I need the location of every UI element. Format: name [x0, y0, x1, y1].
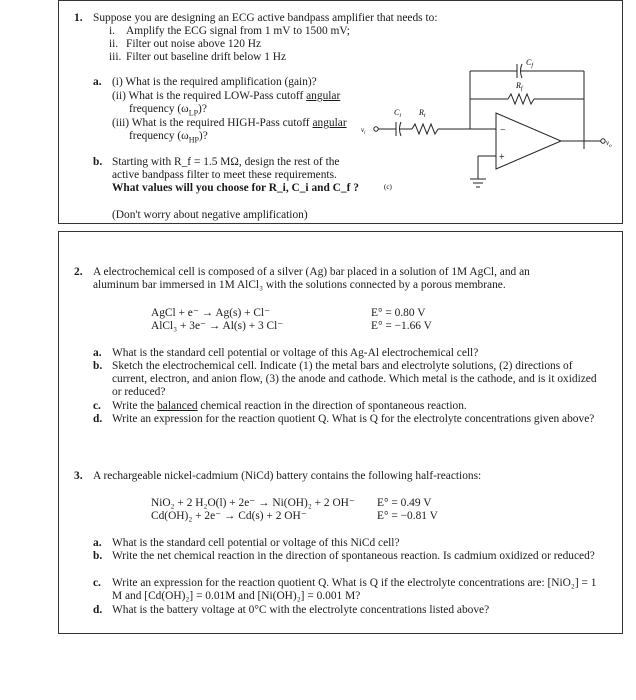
- q1-req-2-label: ii.: [109, 38, 119, 50]
- q1-req-1: Amplify the ECG signal from 1 mV to 1500 mV;: [126, 25, 350, 37]
- q1-intro: Suppose you are designing an ECG active bandpass amplifier that needs to:: [93, 12, 438, 24]
- q3-item-d-label: d.: [93, 604, 103, 616]
- vi-label: $v_i$: [361, 126, 366, 136]
- input-terminal: [374, 127, 378, 131]
- q3-item-a-label: a.: [93, 537, 102, 549]
- q3-item-c-label: c.: [93, 577, 101, 589]
- q2-intro-line2: aluminum bar immersed in 1M AlCl₃ with the solutions connected by a porous membrane.: [93, 279, 506, 291]
- q1-b-note: (Don't worry about negative amplification): [112, 209, 308, 221]
- q1-a-ii: (ii) What is the required LOW-Pass cutoff angular: [112, 90, 341, 102]
- ri-label: $R_i$: [419, 108, 426, 119]
- q2-intro-line1: A electrochemical cell is composed of a silver (Ag) bar placed in a solution of 1M AgCl, and an: [93, 266, 530, 278]
- q3-reaction-1: NiO₂ + 2 H₂O(l) + 2e⁻ → Ni(OH)₂ + 2 OH⁻: [151, 497, 355, 509]
- cf-label: $C_f$: [526, 58, 534, 69]
- q1-a-iii: (iii) What is the required HIGH-Pass cutoff angular: [112, 117, 347, 129]
- q2-reaction-1-potential: E° = 0.80 V: [371, 307, 426, 319]
- q3-item-d: What is the battery voltage at 0°C with the electrolyte concentrations listed above?: [112, 604, 490, 616]
- q3-item-a: What is the standard cell potential or voltage of this NiCd cell?: [112, 537, 400, 549]
- q1-b-line3: What values will you choose for R_i, C_i and C_f ?: [112, 182, 359, 194]
- question-1-box: [58, 0, 623, 224]
- ci-label: $C_i$: [394, 108, 402, 119]
- circuit-label-c: (c): [384, 183, 392, 191]
- q1-part-b-label: b.: [93, 156, 103, 168]
- q3-intro: A rechargeable nickel-cadmium (NiCd) battery contains the following half-reactions:: [93, 470, 482, 482]
- q2-item-c: Write the balanced chemical reaction in the direction of spontaneous reaction.: [112, 400, 467, 412]
- rf-resistor: [508, 94, 534, 104]
- q1-a-ii-cont: frequency $(\omega_{LP})$?: [129, 103, 207, 118]
- op-amp-triangle: [496, 113, 561, 169]
- q2-item-c-label: c.: [93, 400, 101, 412]
- q3-number: 3.: [74, 470, 83, 482]
- q1-req-2: Filter out noise above 120 Hz: [126, 38, 262, 50]
- q3-item-b: Write the net chemical reaction in the direction of spontaneous reaction. Is cadmium oxidized or reduced?: [112, 550, 595, 562]
- q1-number: 1.: [74, 12, 83, 24]
- q1-b-line1: Starting with R_f = 1.5 MΩ, design the rest of the: [112, 156, 340, 168]
- rf-label: $R_f$: [516, 81, 523, 92]
- q2-item-d: Write an expression for the reaction quotient Q. What is Q for the electrolyte concentrations given above?: [112, 413, 595, 425]
- q1-a-i: (i) What is the required amplification (gain)?: [112, 76, 317, 88]
- q3-reaction-1-potential: E° = 0.49 V: [377, 497, 432, 509]
- q1-a-iii-cont: frequency $(\omega_{HP})$?: [129, 130, 208, 145]
- q3-reaction-2: Cd(OH)₂ + 2e⁻ → Cd(s) + 2 OH⁻: [151, 510, 307, 522]
- q1-b-line2: active bandpass filter to meet these requirements.: [112, 169, 337, 181]
- ri-resistor: [412, 124, 438, 134]
- questions-2-3-box: [58, 231, 623, 634]
- inverting-input-sign: −: [500, 125, 506, 136]
- output-terminal: [601, 139, 605, 143]
- q1-req-3: Filter out baseline drift below 1 Hz: [126, 51, 287, 63]
- q2-item-b: Sketch the electrochemical cell. Indicate (1) the metal bars and electrolyte solutions, (2) directions of current, electron, and anion flow, (3) the anode and cathode. Which metal is the cathode, and is it oxidized or reduced?: [112, 360, 597, 398]
- q2-item-d-label: d.: [93, 413, 103, 425]
- noninverting-input-sign: +: [499, 152, 505, 163]
- q2-reaction-2-potential: E° = −1.66 V: [371, 320, 432, 332]
- q3-reaction-2-potential: E° = −0.81 V: [377, 510, 438, 522]
- vo-label: $v_o$: [606, 139, 612, 149]
- q1-req-3-label: iii.: [109, 51, 122, 63]
- q2-reaction-2: AlCl₃ + 3e⁻ → Al(s) + 3 Cl⁻: [151, 320, 284, 332]
- q2-number: 2.: [74, 266, 83, 278]
- q3-item-b-label: b.: [93, 550, 103, 562]
- q3-item-c: Write an expression for the reaction quotient Q. What is Q if the electrolyte concentrations are: [NiO₂] = 1 M and [Cd(OH)₂] = 0.01M and [Ni(OH)₂] = 0.001 M?: [112, 577, 597, 602]
- bandpass-circuit-diagram: [356, 51, 620, 201]
- q2-reaction-1: AgCl + e⁻ → Ag(s) + Cl⁻: [151, 307, 271, 319]
- q1-req-1-label: i.: [109, 25, 116, 37]
- q1-part-a-label: a.: [93, 76, 102, 88]
- q2-item-a-label: a.: [93, 347, 102, 359]
- q2-item-a: What is the standard cell potential or voltage of this Ag-Al electrochemical cell?: [112, 347, 479, 359]
- q2-item-b-label: b.: [93, 360, 103, 372]
